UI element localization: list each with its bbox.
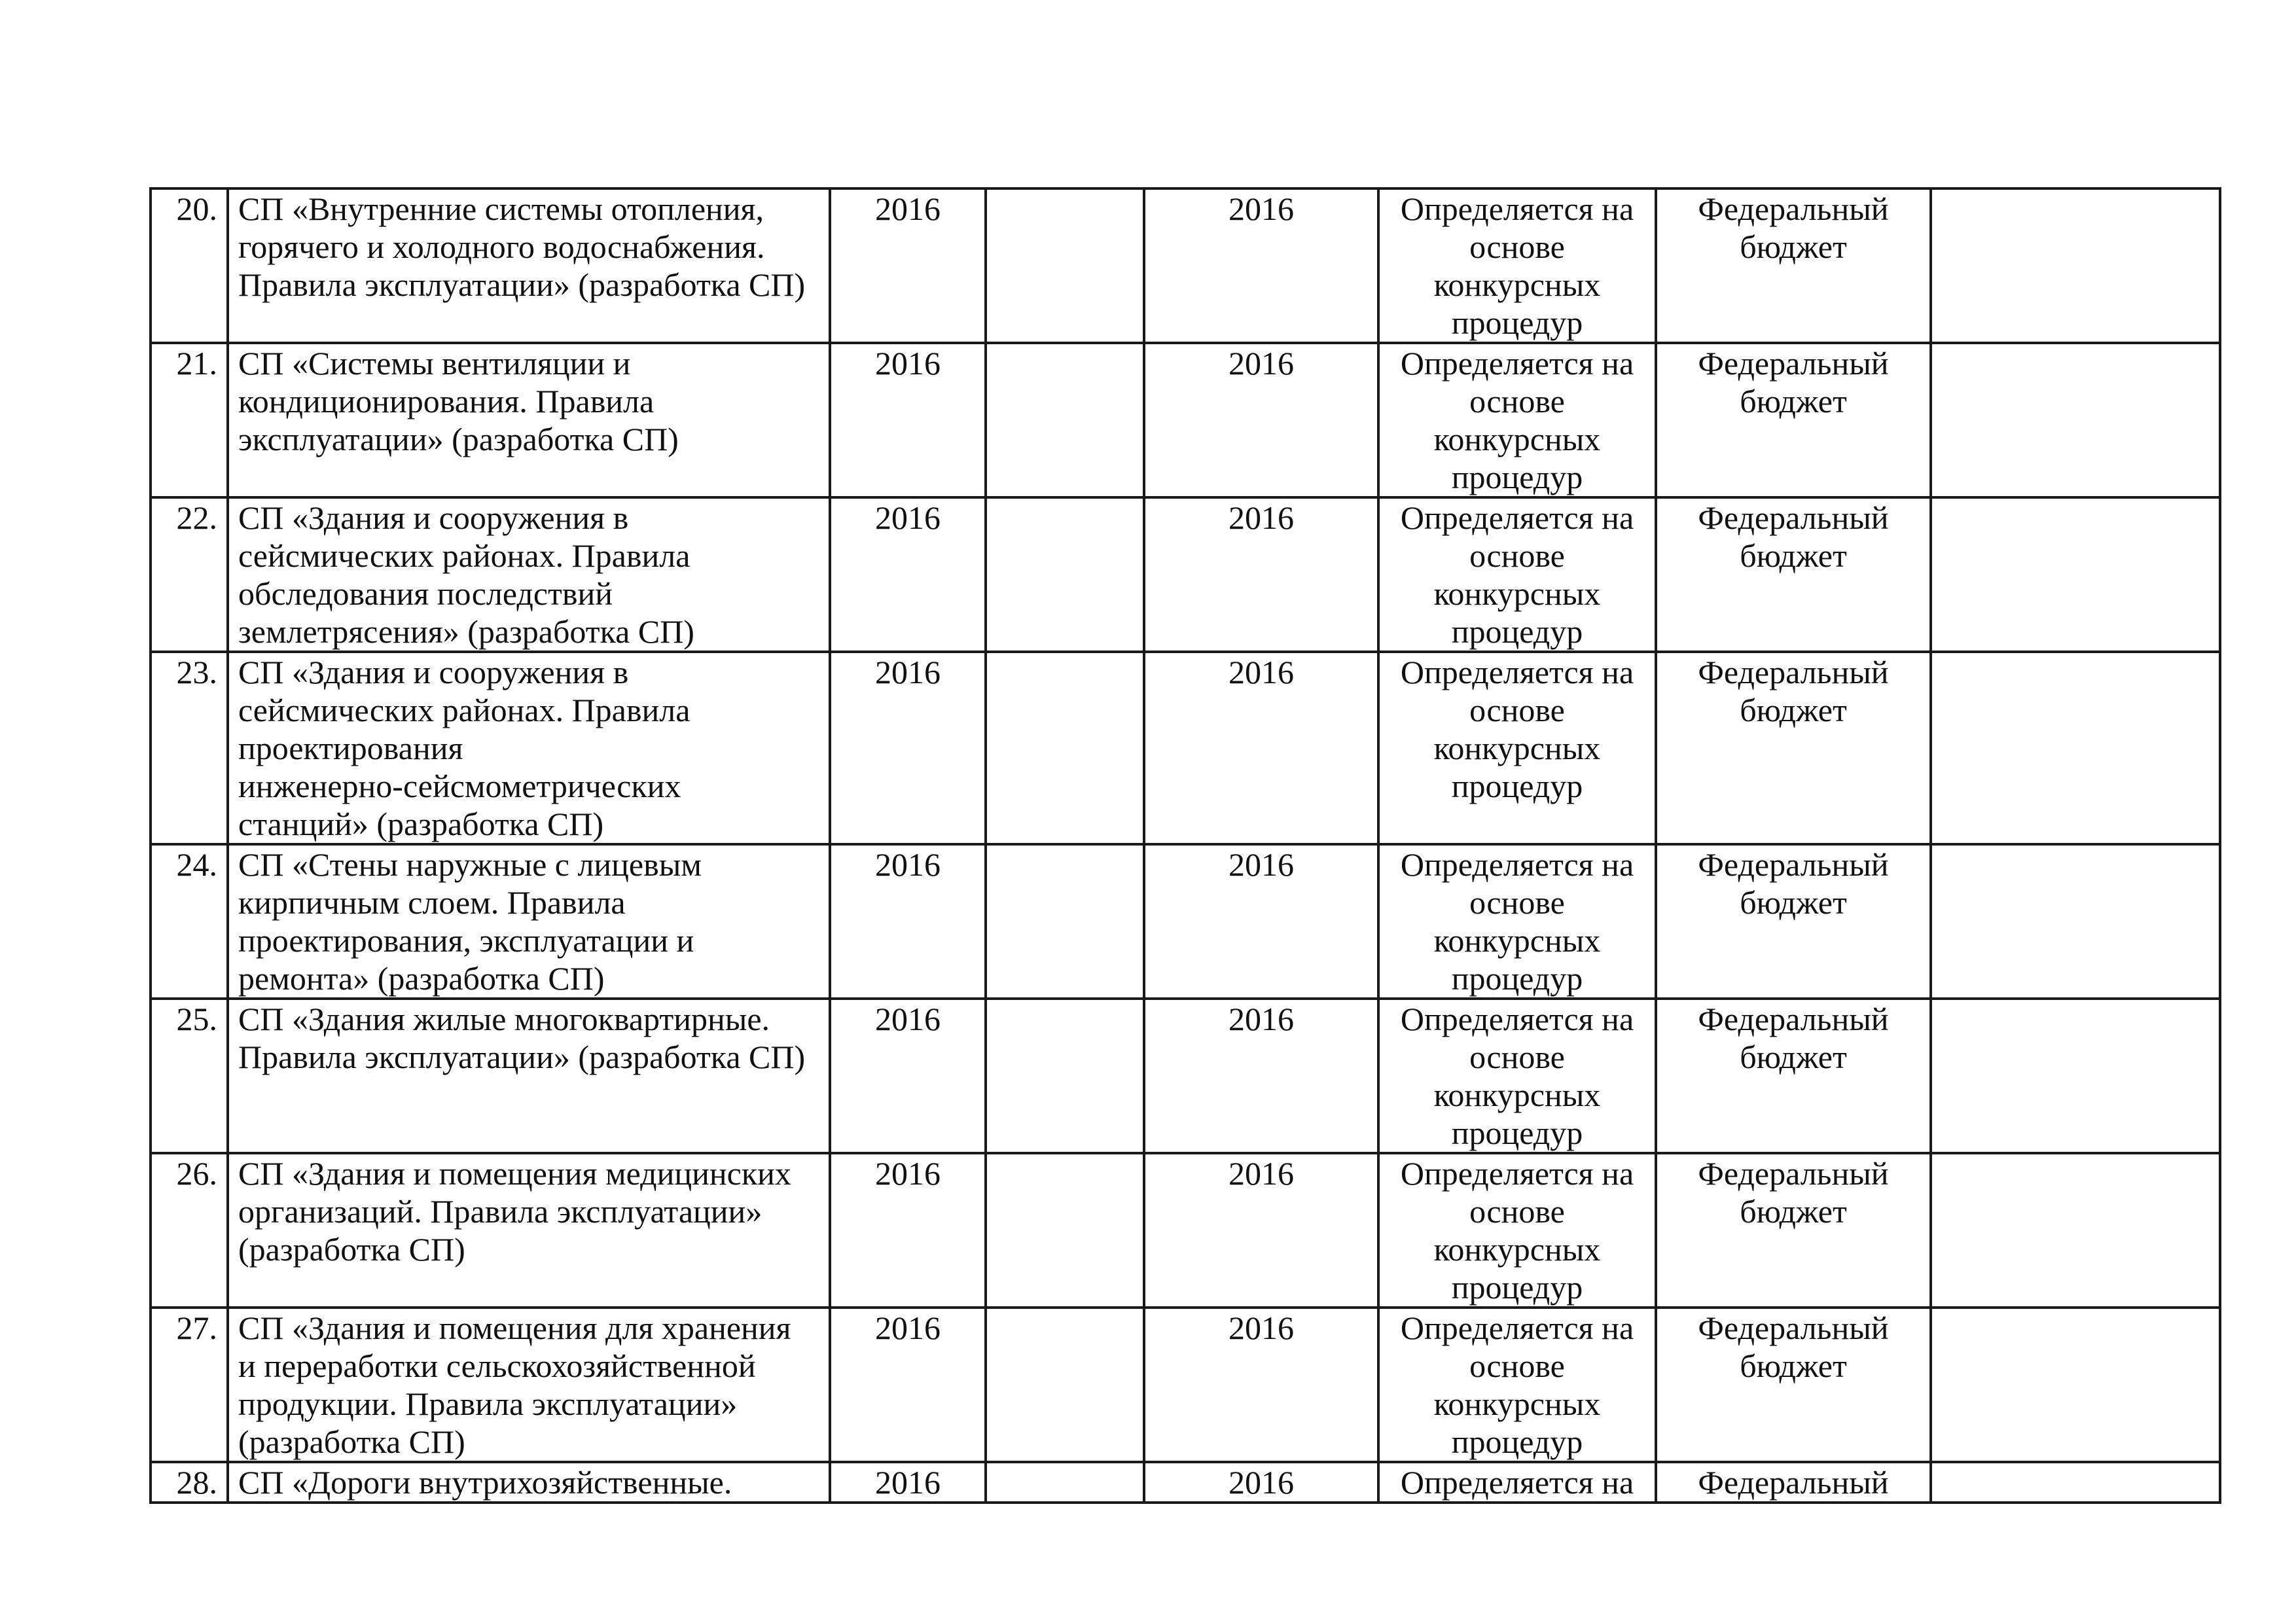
row-start-year: 2016 bbox=[830, 1153, 986, 1308]
row-start-year: 2016 bbox=[830, 999, 986, 1153]
row-empty-cell bbox=[986, 1308, 1144, 1462]
row-note bbox=[1931, 1308, 2220, 1462]
row-end-year: 2016 bbox=[1144, 343, 1378, 497]
row-start-year: 2016 bbox=[830, 188, 986, 343]
row-empty-cell bbox=[986, 497, 1144, 652]
row-note bbox=[1931, 844, 2220, 999]
table-row bbox=[151, 343, 2220, 497]
row-number: 26. bbox=[151, 1153, 228, 1308]
row-funding-source: Федеральный бюджет bbox=[1656, 1153, 1931, 1308]
row-funding-source: Федеральный бюджет bbox=[1656, 1308, 1931, 1462]
row-title: СП «Внутренние системы отопления, горячего и холодного водоснабжения. Правила эксплуатации» (разработка СП) bbox=[228, 188, 830, 343]
row-title: СП «Здания и помещения медицинских организаций. Правила эксплуатации» (разработка СП) bbox=[228, 1153, 830, 1308]
row-end-year: 2016 bbox=[1144, 1462, 1378, 1503]
row-end-year: 2016 bbox=[1144, 497, 1378, 652]
row-number: 23. bbox=[151, 652, 228, 844]
row-empty-cell bbox=[986, 652, 1144, 844]
row-number: 22. bbox=[151, 497, 228, 652]
row-title: СП «Системы вентиляции и кондиционирования. Правила эксплуатации» (разработка СП) bbox=[228, 343, 830, 497]
row-title: СП «Здания и сооружения в сейсмических районах. Правила проектирования инженерно-сейсмометрических станций» (разработка СП) bbox=[228, 652, 830, 844]
table-row bbox=[151, 999, 2220, 1153]
row-note bbox=[1931, 1462, 2220, 1503]
row-funding-source: Федеральный бюджет bbox=[1656, 844, 1931, 999]
row-funding-source: Федеральный bbox=[1656, 1462, 1931, 1503]
row-empty-cell bbox=[986, 343, 1144, 497]
row-title: СП «Дороги внутрихозяйственные. bbox=[228, 1462, 830, 1503]
row-executor: Определяется на основе конкурсных процедур bbox=[1378, 188, 1656, 343]
table-row bbox=[151, 188, 2220, 343]
row-executor: Определяется на основе конкурсных процедур bbox=[1378, 652, 1656, 844]
row-note bbox=[1931, 343, 2220, 497]
row-empty-cell bbox=[986, 1153, 1144, 1308]
row-funding-source: Федеральный бюджет bbox=[1656, 343, 1931, 497]
row-funding-source: Федеральный бюджет bbox=[1656, 652, 1931, 844]
row-note bbox=[1931, 652, 2220, 844]
row-number: 20. bbox=[151, 188, 228, 343]
table-row bbox=[151, 652, 2220, 844]
row-end-year: 2016 bbox=[1144, 844, 1378, 999]
row-executor: Определяется на основе конкурсных процедур bbox=[1378, 844, 1656, 999]
table-row bbox=[151, 844, 2220, 999]
row-note bbox=[1931, 1153, 2220, 1308]
table-row bbox=[151, 497, 2220, 652]
row-note bbox=[1931, 188, 2220, 343]
row-executor: Определяется на основе конкурсных процедур bbox=[1378, 1308, 1656, 1462]
row-end-year: 2016 bbox=[1144, 1153, 1378, 1308]
row-start-year: 2016 bbox=[830, 1308, 986, 1462]
row-start-year: 2016 bbox=[830, 1462, 986, 1503]
row-funding-source: Федеральный бюджет bbox=[1656, 999, 1931, 1153]
row-end-year: 2016 bbox=[1144, 1308, 1378, 1462]
row-funding-source: Федеральный бюджет bbox=[1656, 497, 1931, 652]
row-funding-source: Федеральный бюджет bbox=[1656, 188, 1931, 343]
row-executor: Определяется на основе конкурсных процедур bbox=[1378, 1153, 1656, 1308]
row-executor: Определяется на bbox=[1378, 1462, 1656, 1503]
row-number: 27. bbox=[151, 1308, 228, 1462]
row-empty-cell bbox=[986, 188, 1144, 343]
row-note bbox=[1931, 497, 2220, 652]
row-empty-cell bbox=[986, 844, 1144, 999]
row-executor: Определяется на основе конкурсных процедур bbox=[1378, 999, 1656, 1153]
row-number: 28. bbox=[151, 1462, 228, 1503]
plan-table-body bbox=[151, 188, 2220, 1503]
row-executor: Определяется на основе конкурсных процедур bbox=[1378, 343, 1656, 497]
row-title: СП «Стены наружные с лицевым кирпичным слоем. Правила проектирования, эксплуатации и ремонта» (разработка СП) bbox=[228, 844, 830, 999]
table-row bbox=[151, 1153, 2220, 1308]
row-number: 21. bbox=[151, 343, 228, 497]
row-end-year: 2016 bbox=[1144, 999, 1378, 1153]
row-number: 25. bbox=[151, 999, 228, 1153]
row-number: 24. bbox=[151, 844, 228, 999]
row-title: СП «Здания жилые многоквартирные. Правила эксплуатации» (разработка СП) bbox=[228, 999, 830, 1153]
row-end-year: 2016 bbox=[1144, 652, 1378, 844]
row-title: СП «Здания и помещения для хранения и переработки сельскохозяйственной продукции. Правила эксплуатации» (разработка СП) bbox=[228, 1308, 830, 1462]
row-start-year: 2016 bbox=[830, 652, 986, 844]
row-title: СП «Здания и сооружения в сейсмических районах. Правила обследования последствий землетрясения» (разработка СП) bbox=[228, 497, 830, 652]
row-note bbox=[1931, 999, 2220, 1153]
row-empty-cell bbox=[986, 1462, 1144, 1503]
row-start-year: 2016 bbox=[830, 343, 986, 497]
table-row bbox=[151, 1308, 2220, 1462]
row-executor: Определяется на основе конкурсных процедур bbox=[1378, 497, 1656, 652]
row-end-year: 2016 bbox=[1144, 188, 1378, 343]
plan-table bbox=[149, 187, 2221, 1504]
row-start-year: 2016 bbox=[830, 844, 986, 999]
row-empty-cell bbox=[986, 999, 1144, 1153]
table-row bbox=[151, 1462, 2220, 1503]
row-start-year: 2016 bbox=[830, 497, 986, 652]
